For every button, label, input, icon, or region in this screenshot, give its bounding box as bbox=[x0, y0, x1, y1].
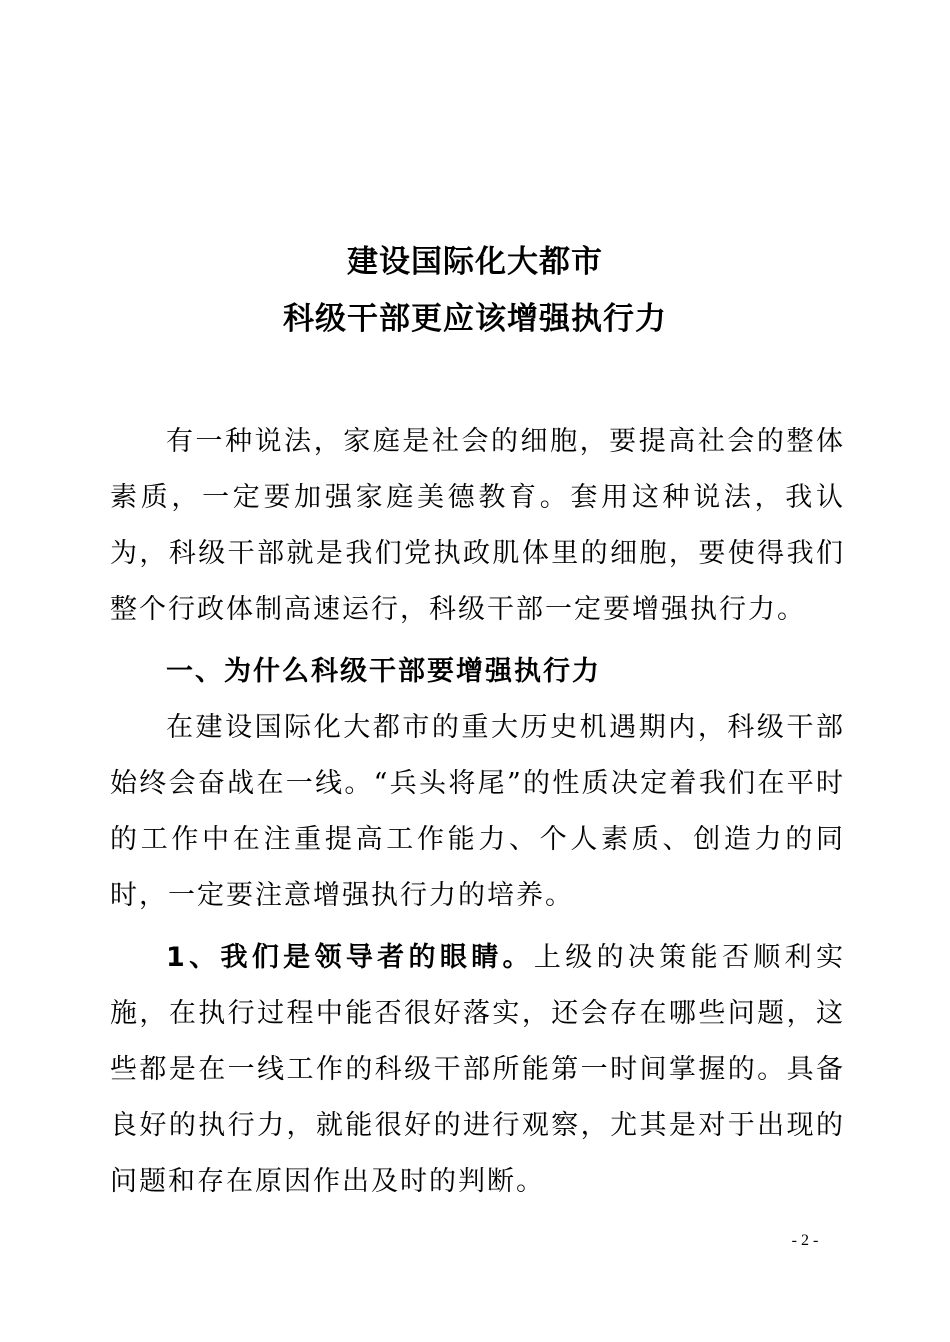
page-number: - 2 - bbox=[791, 1232, 819, 1249]
paragraph-point-1 bbox=[110, 930, 845, 1210]
document-title-line-2: 科级干部更应该增强执行力 bbox=[283, 301, 667, 337]
paragraph-intro: 有一种说法，家庭是社会的细胞，要提高社会的整体素质，一定要加强家庭美德教育。套用这种说法，我认为，科级干部就是我们党执政肌体里的细胞，要使得我们整个行政体制高速运行，科级干部一定要增强执行力。 bbox=[110, 426, 845, 625]
document-body bbox=[110, 414, 845, 1210]
point-1-lead: 1、我们是领导者的眼睛。 bbox=[166, 942, 534, 973]
document-title-line-1: 建设国际化大都市 bbox=[347, 244, 603, 280]
point-1-body: 上级的决策能否顺利实施，在执行过程中能否很好落实，还会存在哪些问题，这些都是在一线工作的科级干部所能第一时间掌握的。具备良好的执行力，就能很好的进行观察，尤其是对于出现的问题和存在原因作出及时的判断。 bbox=[110, 942, 845, 1197]
section-heading-1: 一、为什么科级干部要增强执行力 bbox=[166, 656, 601, 687]
paragraph-section-1: 在建设国际化大都市的重大历史机遇期内，科级干部始终会奋战在一线。“兵头将尾”的性质决定着我们在平时的工作中在注重提高工作能力、个人素质、创造力的同时，一定要注意增强执行力的培养。 bbox=[110, 712, 845, 911]
